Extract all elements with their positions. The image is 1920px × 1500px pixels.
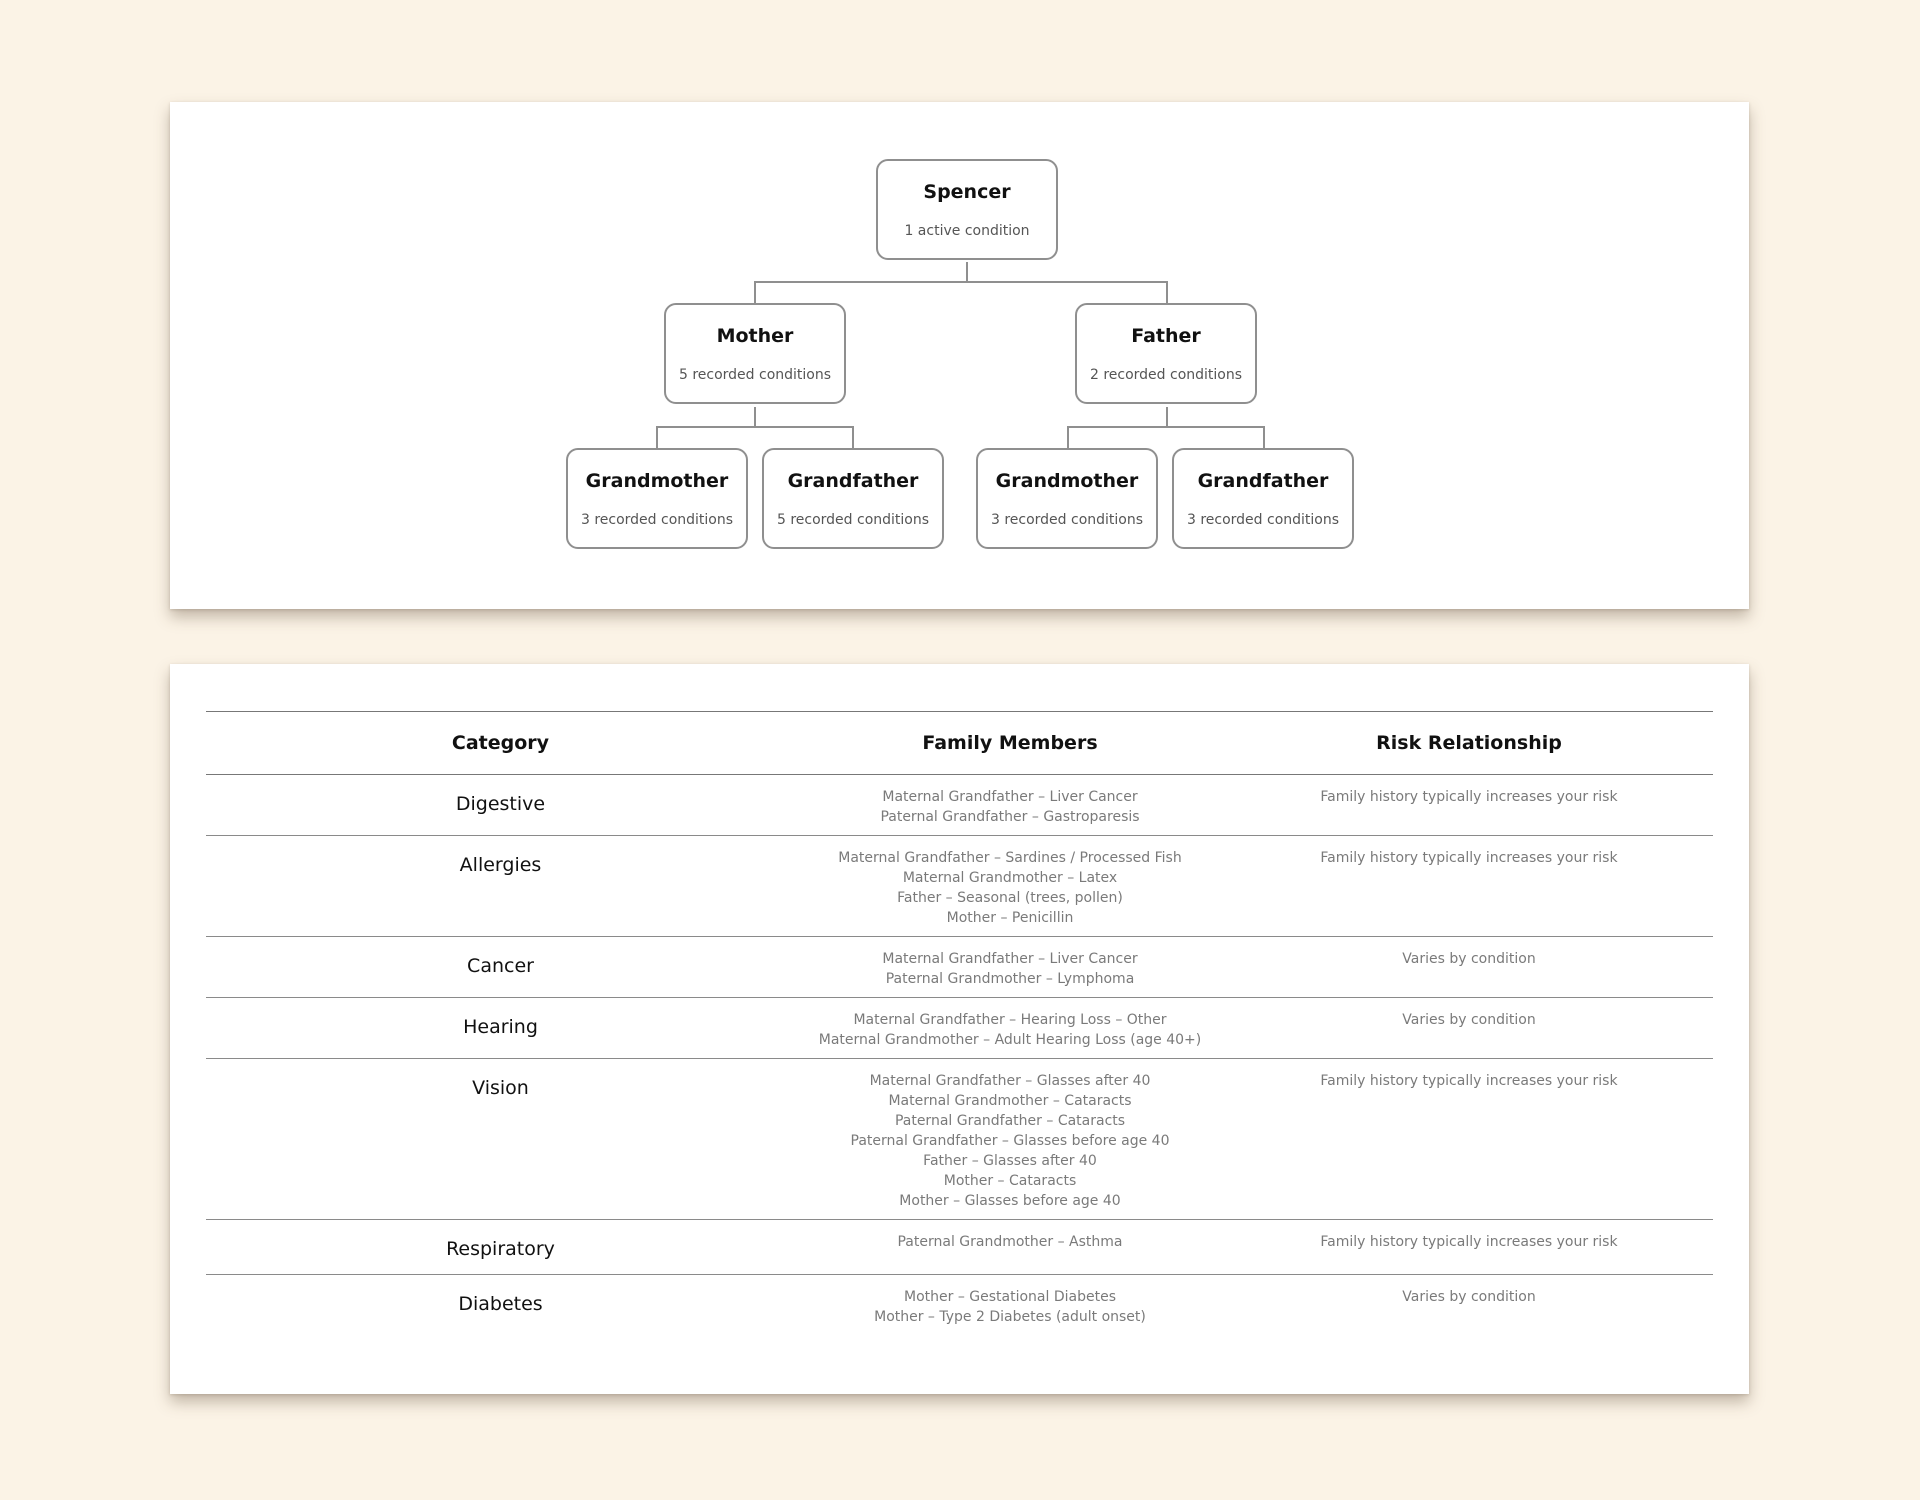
family-members-cell xyxy=(795,998,1225,1059)
risk-relationship-cell: Varies by condition xyxy=(1225,937,1713,998)
family-member-condition: Paternal Grandfather – Gastroparesis xyxy=(880,809,1140,825)
family-tree-panel xyxy=(170,102,1749,609)
family-history-table xyxy=(206,711,1713,1335)
node-subtitle: 3 recorded conditions xyxy=(580,512,734,528)
tree-node-father[interactable] xyxy=(1075,303,1257,404)
column-header-risk-relationship: Risk Relationship xyxy=(1225,712,1713,775)
tree-node-maternal-grandmother[interactable] xyxy=(566,448,748,549)
risk-relationship-cell: Family history typically increases your risk xyxy=(1225,1059,1713,1220)
family-member-condition: Mother – Gestational Diabetes xyxy=(904,1289,1116,1305)
family-members-cell xyxy=(795,1220,1225,1275)
node-name: Grandfather xyxy=(1197,470,1329,492)
family-members-cell xyxy=(795,937,1225,998)
node-name: Spencer xyxy=(923,181,1011,203)
tree-node-spencer[interactable] xyxy=(876,159,1058,260)
family-members-cell xyxy=(795,1275,1225,1336)
family-member-condition: Father – Seasonal (trees, pollen) xyxy=(897,890,1123,906)
family-member-condition: Maternal Grandfather – Liver Cancer xyxy=(882,951,1138,967)
node-subtitle: 5 recorded conditions xyxy=(678,367,832,383)
table-row[interactable] xyxy=(206,836,1713,937)
family-member-condition: Father – Glasses after 40 xyxy=(923,1153,1097,1169)
family-member-condition: Maternal Grandfather – Liver Cancer xyxy=(882,789,1138,805)
family-member-condition: Maternal Grandmother – Cataracts xyxy=(888,1093,1132,1109)
category-cell: Cancer xyxy=(206,937,795,998)
category-cell: Vision xyxy=(206,1059,795,1220)
tree-node-paternal-grandfather[interactable] xyxy=(1172,448,1354,549)
node-subtitle: 2 recorded conditions xyxy=(1089,367,1243,383)
node-subtitle: 3 recorded conditions xyxy=(990,512,1144,528)
category-cell: Diabetes xyxy=(458,1293,543,1315)
tree-node-paternal-grandmother[interactable] xyxy=(976,448,1158,549)
risk-relationship-cell: Family history typically increases your risk xyxy=(1225,1220,1713,1275)
family-members-cell xyxy=(795,836,1225,937)
family-member-condition: Paternal Grandfather – Glasses before age 40 xyxy=(850,1133,1170,1149)
family-member-condition: Mother – Cataracts xyxy=(943,1173,1077,1189)
node-subtitle: 3 recorded conditions xyxy=(1186,512,1340,528)
risk-relationship-cell: Varies by condition xyxy=(1225,998,1713,1059)
family-history-panel xyxy=(170,664,1749,1394)
family-member-condition: Paternal Grandfather – Cataracts xyxy=(894,1113,1126,1129)
category-cell: Respiratory xyxy=(206,1220,795,1275)
family-member-condition: Mother – Type 2 Diabetes (adult onset) xyxy=(874,1309,1146,1325)
family-member-condition: Paternal Grandmother – Lymphoma xyxy=(885,971,1135,987)
tree-node-maternal-grandfather[interactable] xyxy=(762,448,944,549)
category-cell: Digestive xyxy=(206,775,795,836)
table-row[interactable] xyxy=(206,1059,1713,1220)
node-subtitle: 5 recorded conditions xyxy=(776,512,930,528)
node-name: Father xyxy=(1131,325,1201,347)
family-member-condition: Mother – Glasses before age 40 xyxy=(899,1193,1121,1209)
category-cell: Hearing xyxy=(206,998,795,1059)
table-row[interactable] xyxy=(206,1275,1713,1336)
family-member-condition: Maternal Grandmother – Latex xyxy=(902,870,1118,886)
risk-relationship-cell: Family history typically increases your risk xyxy=(1225,775,1713,836)
node-name: Mother xyxy=(716,325,794,347)
node-subtitle: 1 active condition xyxy=(904,223,1030,239)
table-row[interactable] xyxy=(206,937,1713,998)
table-row[interactable] xyxy=(206,1220,1713,1275)
risk-relationship-cell: Varies by condition xyxy=(1402,1289,1536,1305)
column-header-family-members: Family Members xyxy=(795,712,1225,775)
family-member-condition: Maternal Grandfather – Sardines / Processed Fish xyxy=(838,850,1182,866)
table-row[interactable] xyxy=(206,775,1713,836)
node-name: Grandfather xyxy=(787,470,919,492)
column-header-category: Category xyxy=(206,712,795,775)
risk-relationship-cell: Family history typically increases your risk xyxy=(1225,836,1713,937)
tree-node-mother[interactable] xyxy=(664,303,846,404)
node-name: Grandmother xyxy=(995,470,1139,492)
table-body xyxy=(206,775,1713,1336)
family-member-condition: Paternal Grandmother – Asthma xyxy=(897,1234,1123,1250)
category-cell: Allergies xyxy=(206,836,795,937)
family-member-condition: Maternal Grandmother – Adult Hearing Loss (age 40+) xyxy=(818,1032,1202,1048)
family-members-cell xyxy=(795,1059,1225,1220)
family-member-condition: Maternal Grandfather – Glasses after 40 xyxy=(869,1073,1151,1089)
node-name: Grandmother xyxy=(585,470,729,492)
family-member-condition: Maternal Grandfather – Hearing Loss – Other xyxy=(853,1012,1167,1028)
table-row[interactable] xyxy=(206,998,1713,1059)
family-members-cell xyxy=(795,775,1225,836)
family-member-condition: Mother – Penicillin xyxy=(946,910,1074,926)
table-header-row xyxy=(206,712,1713,775)
